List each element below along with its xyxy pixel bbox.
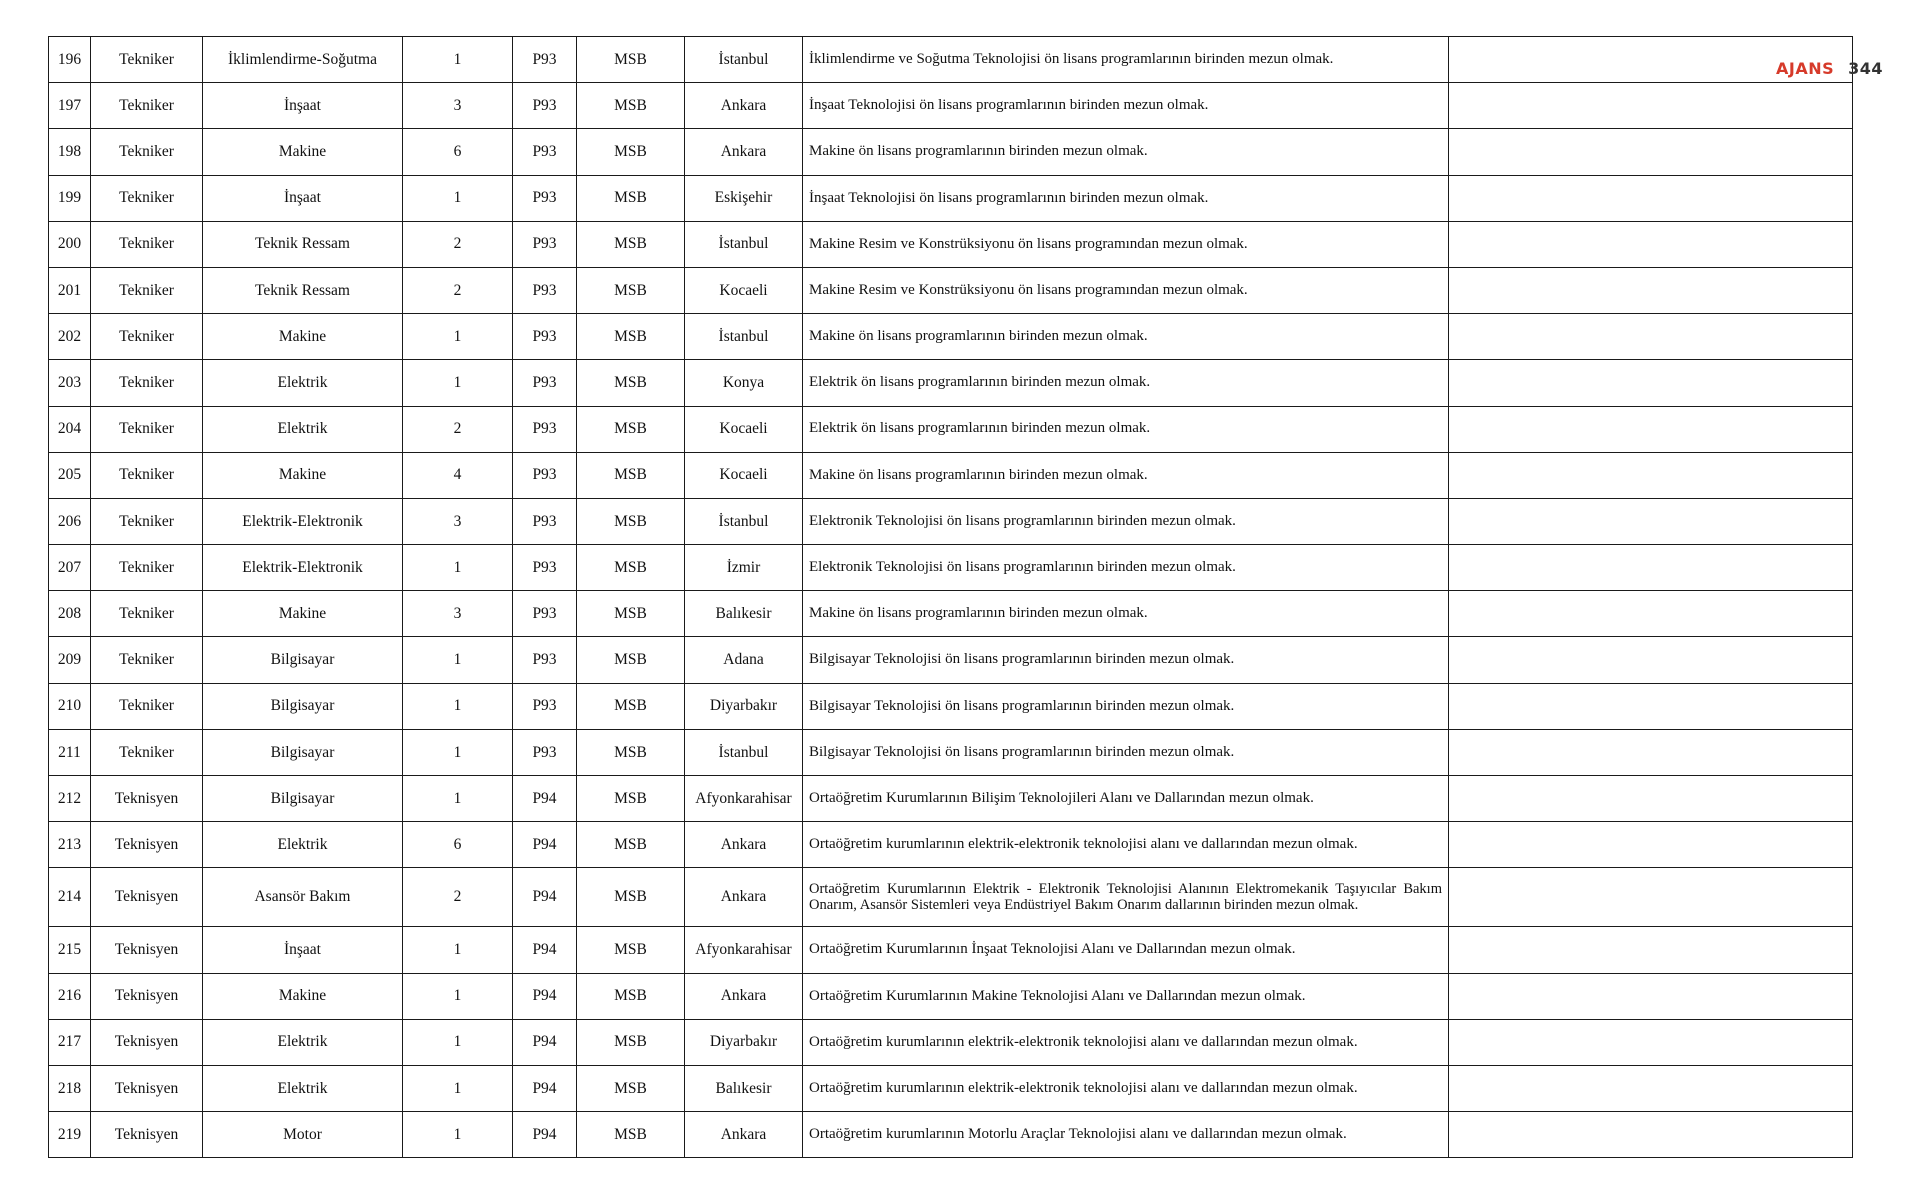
positions-table xyxy=(48,36,1853,1158)
cell-kpss: P93 xyxy=(513,83,577,129)
cell-notes xyxy=(1449,1112,1853,1158)
cell-count: 2 xyxy=(403,406,513,452)
table-row xyxy=(49,591,1853,637)
cell-notes xyxy=(1449,314,1853,360)
cell-count: 1 xyxy=(403,37,513,83)
watermark-number: 344 xyxy=(1848,58,1884,78)
cell-title: Tekniker xyxy=(91,129,203,175)
cell-city: Diyarbakır xyxy=(685,683,803,729)
cell-row-number: 196 xyxy=(49,37,91,83)
table-row xyxy=(49,927,1853,973)
cell-city: İstanbul xyxy=(685,37,803,83)
cell-count: 3 xyxy=(403,83,513,129)
cell-kpss: P93 xyxy=(513,37,577,83)
cell-count: 1 xyxy=(403,776,513,822)
cell-title: Teknisyen xyxy=(91,868,203,927)
cell-field: Makine xyxy=(203,452,403,498)
cell-kpss: P93 xyxy=(513,314,577,360)
cell-city: Ankara xyxy=(685,1112,803,1158)
cell-qualification: Ortaöğretim kurumlarının elektrik-elektronik teknolojisi alanı ve dallarından mezun olmak. xyxy=(803,1065,1449,1111)
cell-city: İstanbul xyxy=(685,221,803,267)
cell-field: Elektrik xyxy=(203,1065,403,1111)
cell-field: Motor xyxy=(203,1112,403,1158)
cell-count: 1 xyxy=(403,637,513,683)
cell-field: Makine xyxy=(203,129,403,175)
cell-row-number: 199 xyxy=(49,175,91,221)
cell-field: Elektrik xyxy=(203,406,403,452)
cell-row-number: 202 xyxy=(49,314,91,360)
cell-count: 1 xyxy=(403,683,513,729)
table-row xyxy=(49,129,1853,175)
cell-title: Tekniker xyxy=(91,314,203,360)
cell-city: Adana xyxy=(685,637,803,683)
cell-qualification: Ortaöğretim kurumlarının Motorlu Araçlar Teknolojisi alanı ve dallarından mezun olmak. xyxy=(803,1112,1449,1158)
cell-row-number: 214 xyxy=(49,868,91,927)
cell-count: 6 xyxy=(403,129,513,175)
table-row xyxy=(49,776,1853,822)
cell-organization: MSB xyxy=(577,129,685,175)
cell-row-number: 198 xyxy=(49,129,91,175)
cell-organization: MSB xyxy=(577,545,685,591)
cell-title: Tekniker xyxy=(91,37,203,83)
cell-city: İzmir xyxy=(685,545,803,591)
cell-row-number: 207 xyxy=(49,545,91,591)
cell-title: Tekniker xyxy=(91,729,203,775)
table-row xyxy=(49,1019,1853,1065)
cell-notes xyxy=(1449,1019,1853,1065)
cell-organization: MSB xyxy=(577,83,685,129)
cell-organization: MSB xyxy=(577,175,685,221)
cell-organization: MSB xyxy=(577,637,685,683)
cell-qualification: Ortaöğretim Kurumlarının İnşaat Teknolojisi Alanı ve Dallarından mezun olmak. xyxy=(803,927,1449,973)
cell-qualification: Makine ön lisans programlarının birinden mezun olmak. xyxy=(803,591,1449,637)
cell-field: İnşaat xyxy=(203,175,403,221)
cell-notes xyxy=(1449,221,1853,267)
table-row xyxy=(49,360,1853,406)
cell-notes xyxy=(1449,822,1853,868)
table-row xyxy=(49,683,1853,729)
cell-organization: MSB xyxy=(577,927,685,973)
cell-field: İnşaat xyxy=(203,83,403,129)
cell-field: Makine xyxy=(203,973,403,1019)
table-row xyxy=(49,267,1853,313)
cell-field: Elektrik-Elektronik xyxy=(203,498,403,544)
table-row xyxy=(49,406,1853,452)
cell-organization: MSB xyxy=(577,498,685,544)
cell-row-number: 204 xyxy=(49,406,91,452)
cell-field: Elektrik xyxy=(203,360,403,406)
cell-organization: MSB xyxy=(577,591,685,637)
cell-count: 2 xyxy=(403,267,513,313)
cell-kpss: P94 xyxy=(513,1112,577,1158)
cell-title: Tekniker xyxy=(91,175,203,221)
cell-qualification: Elektrik ön lisans programlarının birinden mezun olmak. xyxy=(803,406,1449,452)
cell-organization: MSB xyxy=(577,37,685,83)
cell-count: 1 xyxy=(403,729,513,775)
cell-qualification: Ortaöğretim kurumlarının elektrik-elektronik teknolojisi alanı ve dallarından mezun olmak. xyxy=(803,1019,1449,1065)
cell-row-number: 217 xyxy=(49,1019,91,1065)
cell-title: Tekniker xyxy=(91,406,203,452)
table-row xyxy=(49,314,1853,360)
cell-field: Bilgisayar xyxy=(203,637,403,683)
cell-notes xyxy=(1449,973,1853,1019)
cell-organization: MSB xyxy=(577,683,685,729)
cell-city: İstanbul xyxy=(685,729,803,775)
cell-city: İstanbul xyxy=(685,498,803,544)
cell-field: Teknik Ressam xyxy=(203,221,403,267)
cell-count: 1 xyxy=(403,1065,513,1111)
cell-city: Balıkesir xyxy=(685,591,803,637)
cell-notes xyxy=(1449,927,1853,973)
cell-organization: MSB xyxy=(577,452,685,498)
cell-city: Ankara xyxy=(685,83,803,129)
cell-organization: MSB xyxy=(577,1065,685,1111)
cell-qualification: Ortaöğretim Kurumlarının Elektrik - Elektronik Teknolojisi Alanının Elektromekanik Taşıyıcılar Bakım Onarım, Asansör Sistemleri veya Endüstriyel Bakım Onarım dallarının birinden mezun olmak. xyxy=(803,868,1449,927)
cell-kpss: P93 xyxy=(513,591,577,637)
cell-kpss: P93 xyxy=(513,267,577,313)
cell-qualification: İnşaat Teknolojisi ön lisans programlarının birinden mezun olmak. xyxy=(803,175,1449,221)
cell-count: 3 xyxy=(403,591,513,637)
cell-title: Teknisyen xyxy=(91,927,203,973)
cell-notes xyxy=(1449,1065,1853,1111)
cell-qualification: Bilgisayar Teknolojisi ön lisans programlarının birinden mezun olmak. xyxy=(803,683,1449,729)
cell-count: 1 xyxy=(403,360,513,406)
cell-row-number: 210 xyxy=(49,683,91,729)
cell-title: Tekniker xyxy=(91,221,203,267)
cell-kpss: P94 xyxy=(513,868,577,927)
cell-count: 2 xyxy=(403,221,513,267)
cell-qualification: Makine ön lisans programlarının birinden mezun olmak. xyxy=(803,129,1449,175)
cell-qualification: Ortaöğretim Kurumlarının Makine Teknolojisi Alanı ve Dallarından mezun olmak. xyxy=(803,973,1449,1019)
cell-qualification: İklimlendirme ve Soğutma Teknolojisi ön lisans programlarının birinden mezun olmak. xyxy=(803,37,1449,83)
cell-city: Afyonkarahisar xyxy=(685,776,803,822)
cell-field: Makine xyxy=(203,591,403,637)
cell-city: Eskişehir xyxy=(685,175,803,221)
cell-city: Ankara xyxy=(685,129,803,175)
cell-kpss: P93 xyxy=(513,498,577,544)
cell-row-number: 218 xyxy=(49,1065,91,1111)
cell-kpss: P93 xyxy=(513,545,577,591)
cell-title: Teknisyen xyxy=(91,1112,203,1158)
cell-row-number: 219 xyxy=(49,1112,91,1158)
cell-city: Kocaeli xyxy=(685,267,803,313)
cell-kpss: P93 xyxy=(513,175,577,221)
document-page xyxy=(48,36,1852,1158)
cell-title: Teknisyen xyxy=(91,1019,203,1065)
cell-kpss: P94 xyxy=(513,1019,577,1065)
cell-kpss: P93 xyxy=(513,129,577,175)
cell-count: 1 xyxy=(403,927,513,973)
cell-kpss: P93 xyxy=(513,637,577,683)
cell-field: Asansör Bakım xyxy=(203,868,403,927)
cell-organization: MSB xyxy=(577,822,685,868)
cell-row-number: 206 xyxy=(49,498,91,544)
cell-qualification: Ortaöğretim Kurumlarının Bilişim Teknolojileri Alanı ve Dallarından mezun olmak. xyxy=(803,776,1449,822)
cell-organization: MSB xyxy=(577,973,685,1019)
cell-qualification: Elektronik Teknolojisi ön lisans programlarının birinden mezun olmak. xyxy=(803,498,1449,544)
cell-field: Elektrik xyxy=(203,822,403,868)
table-row xyxy=(49,37,1853,83)
cell-title: Tekniker xyxy=(91,267,203,313)
cell-count: 1 xyxy=(403,545,513,591)
cell-notes xyxy=(1449,683,1853,729)
cell-count: 4 xyxy=(403,452,513,498)
cell-row-number: 197 xyxy=(49,83,91,129)
cell-qualification: Bilgisayar Teknolojisi ön lisans programlarının birinden mezun olmak. xyxy=(803,729,1449,775)
cell-organization: MSB xyxy=(577,221,685,267)
cell-organization: MSB xyxy=(577,868,685,927)
cell-kpss: P93 xyxy=(513,406,577,452)
cell-notes xyxy=(1449,591,1853,637)
cell-field: İklimlendirme-Soğutma xyxy=(203,37,403,83)
cell-kpss: P93 xyxy=(513,452,577,498)
cell-qualification: Elektrik ön lisans programlarının birinden mezun olmak. xyxy=(803,360,1449,406)
cell-field: Makine xyxy=(203,314,403,360)
cell-qualification: Bilgisayar Teknolojisi ön lisans programlarının birinden mezun olmak. xyxy=(803,637,1449,683)
cell-count: 1 xyxy=(403,175,513,221)
table-row xyxy=(49,868,1853,927)
cell-row-number: 215 xyxy=(49,927,91,973)
cell-qualification: Makine Resim ve Konstrüksiyonu ön lisans programından mezun olmak. xyxy=(803,221,1449,267)
table-row xyxy=(49,498,1853,544)
cell-title: Tekniker xyxy=(91,83,203,129)
table-row xyxy=(49,729,1853,775)
cell-row-number: 213 xyxy=(49,822,91,868)
cell-qualification: Makine Resim ve Konstrüksiyonu ön lisans programından mezun olmak. xyxy=(803,267,1449,313)
cell-title: Teknisyen xyxy=(91,1065,203,1111)
cell-row-number: 200 xyxy=(49,221,91,267)
cell-title: Tekniker xyxy=(91,683,203,729)
cell-qualification: Makine ön lisans programlarının birinden mezun olmak. xyxy=(803,452,1449,498)
cell-title: Tekniker xyxy=(91,545,203,591)
cell-count: 6 xyxy=(403,822,513,868)
cell-count: 1 xyxy=(403,1019,513,1065)
table-row xyxy=(49,452,1853,498)
cell-city: Afyonkarahisar xyxy=(685,927,803,973)
cell-count: 1 xyxy=(403,1112,513,1158)
cell-notes xyxy=(1449,545,1853,591)
cell-notes xyxy=(1449,452,1853,498)
cell-organization: MSB xyxy=(577,729,685,775)
cell-organization: MSB xyxy=(577,1019,685,1065)
cell-organization: MSB xyxy=(577,267,685,313)
watermark-logo xyxy=(1776,53,1882,83)
cell-row-number: 201 xyxy=(49,267,91,313)
cell-qualification: Elektronik Teknolojisi ön lisans programlarının birinden mezun olmak. xyxy=(803,545,1449,591)
cell-city: Konya xyxy=(685,360,803,406)
table-row xyxy=(49,1112,1853,1158)
cell-count: 1 xyxy=(403,314,513,360)
cell-organization: MSB xyxy=(577,406,685,452)
cell-title: Teknisyen xyxy=(91,822,203,868)
cell-field: Bilgisayar xyxy=(203,729,403,775)
cell-field: İnşaat xyxy=(203,927,403,973)
table-row xyxy=(49,83,1853,129)
cell-field: Bilgisayar xyxy=(203,776,403,822)
cell-row-number: 216 xyxy=(49,973,91,1019)
table-row xyxy=(49,545,1853,591)
cell-row-number: 205 xyxy=(49,452,91,498)
cell-field: Elektrik-Elektronik xyxy=(203,545,403,591)
cell-city: Ankara xyxy=(685,973,803,1019)
cell-organization: MSB xyxy=(577,776,685,822)
cell-city: Kocaeli xyxy=(685,406,803,452)
cell-title: Tekniker xyxy=(91,637,203,683)
cell-notes xyxy=(1449,83,1853,129)
cell-title: Tekniker xyxy=(91,452,203,498)
cell-notes xyxy=(1449,729,1853,775)
cell-row-number: 209 xyxy=(49,637,91,683)
cell-title: Tekniker xyxy=(91,591,203,637)
cell-notes xyxy=(1449,360,1853,406)
cell-count: 2 xyxy=(403,868,513,927)
table-body xyxy=(49,37,1853,1158)
table-row xyxy=(49,221,1853,267)
cell-city: Ankara xyxy=(685,822,803,868)
cell-qualification: Ortaöğretim kurumlarının elektrik-elektronik teknolojisi alanı ve dallarından mezun olmak. xyxy=(803,822,1449,868)
cell-organization: MSB xyxy=(577,360,685,406)
cell-row-number: 211 xyxy=(49,729,91,775)
cell-kpss: P94 xyxy=(513,927,577,973)
cell-kpss: P94 xyxy=(513,776,577,822)
table-row xyxy=(49,637,1853,683)
cell-notes xyxy=(1449,498,1853,544)
cell-kpss: P93 xyxy=(513,360,577,406)
cell-kpss: P94 xyxy=(513,822,577,868)
cell-notes xyxy=(1449,776,1853,822)
cell-qualification: İnşaat Teknolojisi ön lisans programlarının birinden mezun olmak. xyxy=(803,83,1449,129)
cell-kpss: P93 xyxy=(513,729,577,775)
table-row xyxy=(49,822,1853,868)
cell-title: Tekniker xyxy=(91,498,203,544)
cell-notes xyxy=(1449,406,1853,452)
watermark-brand: AJANS xyxy=(1776,58,1835,78)
cell-city: İstanbul xyxy=(685,314,803,360)
cell-kpss: P93 xyxy=(513,221,577,267)
table-row xyxy=(49,973,1853,1019)
cell-city: Kocaeli xyxy=(685,452,803,498)
cell-kpss: P94 xyxy=(513,1065,577,1111)
table-row xyxy=(49,175,1853,221)
cell-field: Bilgisayar xyxy=(203,683,403,729)
cell-title: Tekniker xyxy=(91,360,203,406)
cell-field: Teknik Ressam xyxy=(203,267,403,313)
cell-notes xyxy=(1449,267,1853,313)
cell-row-number: 212 xyxy=(49,776,91,822)
cell-count: 1 xyxy=(403,973,513,1019)
cell-notes xyxy=(1449,175,1853,221)
cell-count: 3 xyxy=(403,498,513,544)
cell-field: Elektrik xyxy=(203,1019,403,1065)
cell-kpss: P93 xyxy=(513,683,577,729)
cell-notes xyxy=(1449,637,1853,683)
cell-row-number: 203 xyxy=(49,360,91,406)
cell-title: Teknisyen xyxy=(91,973,203,1019)
cell-notes xyxy=(1449,868,1853,927)
cell-row-number: 208 xyxy=(49,591,91,637)
cell-organization: MSB xyxy=(577,1112,685,1158)
cell-qualification: Makine ön lisans programlarının birinden mezun olmak. xyxy=(803,314,1449,360)
cell-city: Balıkesir xyxy=(685,1065,803,1111)
cell-city: Diyarbakır xyxy=(685,1019,803,1065)
cell-city: Ankara xyxy=(685,868,803,927)
cell-organization: MSB xyxy=(577,314,685,360)
cell-title: Teknisyen xyxy=(91,776,203,822)
cell-kpss: P94 xyxy=(513,973,577,1019)
table-row xyxy=(49,1065,1853,1111)
cell-notes xyxy=(1449,129,1853,175)
